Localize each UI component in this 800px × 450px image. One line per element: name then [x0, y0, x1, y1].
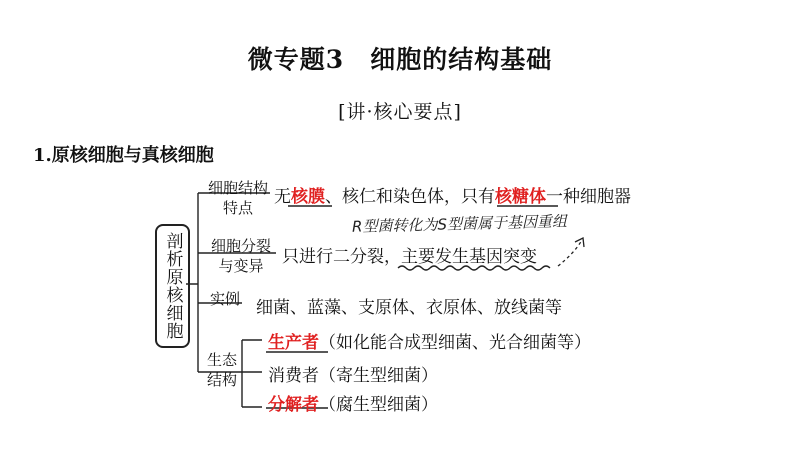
annotation-arrowhead — [575, 238, 584, 247]
ecology-decomposer: 分解者（腐生型细菌） — [268, 395, 438, 415]
section-heading: 1.原核细胞与真核细胞 — [33, 145, 214, 166]
keyword-decomposer: 分解者 — [268, 395, 319, 415]
root-node: 剖析原核细胞 — [155, 224, 190, 348]
branch-structure-text: 无核膜、核仁和染色体，只有核糖体一种细胞器 — [274, 187, 631, 207]
branch-structure-label: 细胞结构 特点 — [207, 179, 268, 217]
ecology-consumer: 消费者（寄生型细菌） — [268, 366, 438, 386]
branch-division-text: 只进行二分裂，主要发生基因突变 — [282, 247, 537, 267]
branch-ecology-label: 生态 结构 — [206, 351, 237, 389]
label-underlines — [205, 193, 276, 372]
handwritten-annotation: R型菌转化为S型菌属于基因重组 — [351, 212, 568, 236]
page-title: 微专题3 细胞的结构基础 — [247, 45, 553, 74]
keyword-ribosome: 核糖体 — [495, 187, 546, 207]
ecology-producer: 生产者（如化能合成型细菌、光合细菌等） — [268, 333, 591, 353]
ecology-bracket — [242, 340, 262, 407]
branch-examples-label: 实例 — [209, 290, 240, 308]
branch-examples-text: 细菌、蓝藻、支原体、衣原体、放线菌等 — [256, 298, 562, 318]
keyword-nuclear-membrane: 核膜 — [291, 187, 325, 207]
keyword-producer: 生产者 — [268, 333, 319, 353]
page-subtitle: [讲·核心要点] — [338, 101, 462, 123]
underlined-mutation: 主要发生基因突变 — [401, 247, 537, 267]
annotation-arrow — [558, 240, 582, 266]
branch-division-label: 细胞分裂 与变异 — [210, 237, 271, 275]
